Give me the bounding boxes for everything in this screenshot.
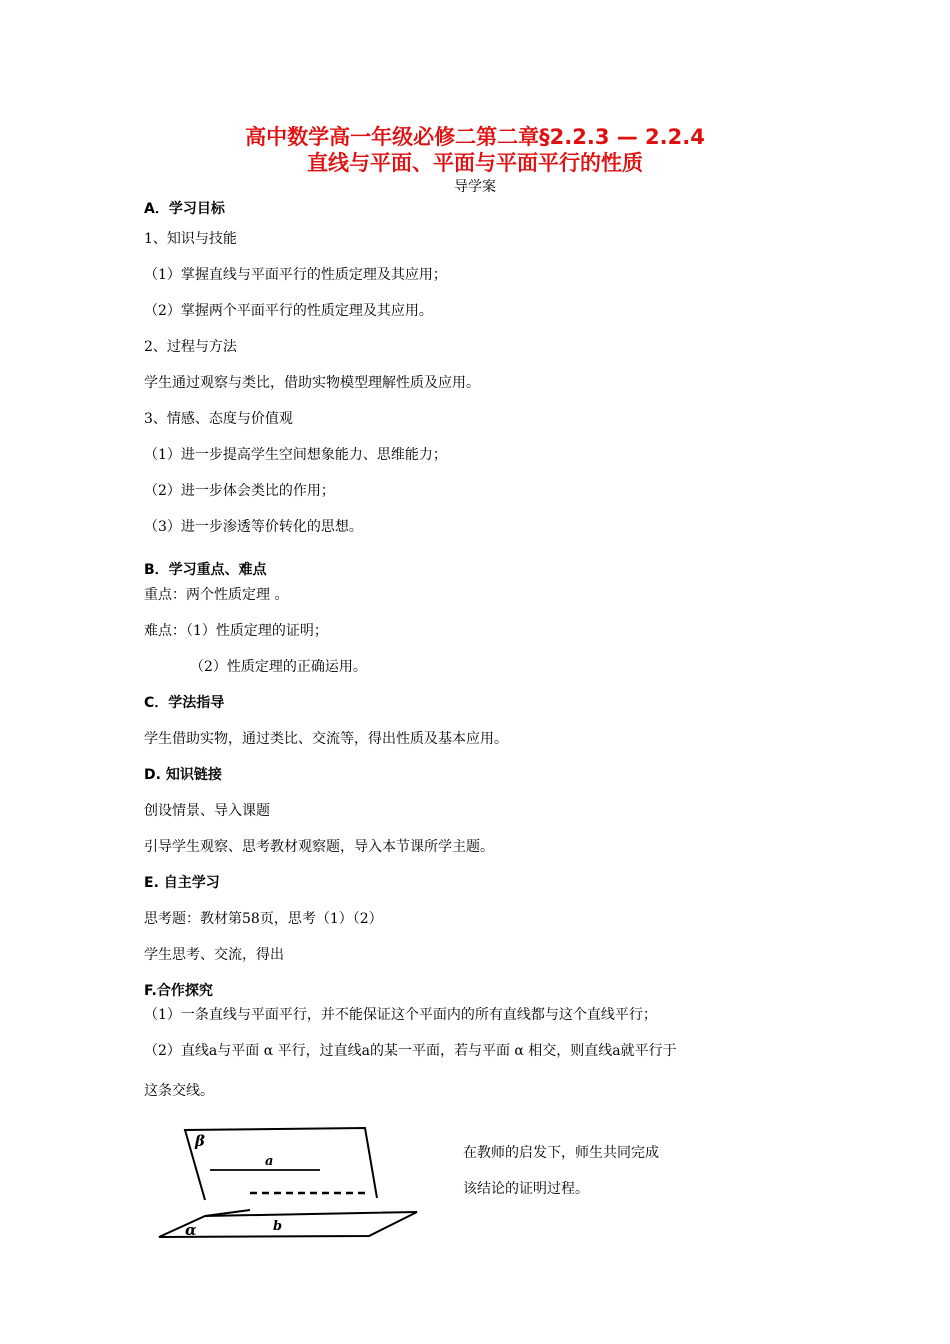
section-a-heading: A．学习目标 xyxy=(144,201,225,217)
doc-title-line2: 直线与平面、平面与平面平行的性质 xyxy=(307,151,643,175)
self-study-text-2: 学生思考、交流，得出 xyxy=(144,947,284,963)
goal-attitude: 3、情感、态度与价值观 xyxy=(144,411,293,427)
label-alpha: α xyxy=(185,1221,197,1239)
link-text-2: 引导学生观察、思考教材观察题，导入本节课所学主题。 xyxy=(144,839,494,855)
doc-title-line1: 高中数学高一年级必修二第二章§2.2.3 — 2.2.4 xyxy=(245,125,705,149)
goal-attitude-2: （2）进一步体会类比的作用； xyxy=(144,483,335,499)
parallel-planes-figure xyxy=(155,1122,425,1242)
section-b-heading: B．学习重点、难点 xyxy=(144,562,267,578)
difficulty-2: （2）性质定理的正确运用。 xyxy=(190,659,367,675)
goal-knowledge-2: （2）掌握两个平面平行的性质定理及其应用。 xyxy=(144,303,433,319)
explore-text-3: 这条交线。 xyxy=(144,1083,214,1099)
link-text-1: 创设情景、导入课题 xyxy=(144,803,270,819)
goal-process: 2、过程与方法 xyxy=(144,339,237,355)
proof-note-2: 该结论的证明过程。 xyxy=(463,1181,589,1197)
plane-alpha-outline xyxy=(159,1212,417,1237)
goal-attitude-3: （3）进一步渗透等价转化的思想。 xyxy=(144,519,363,535)
plane-beta-outline xyxy=(185,1128,377,1200)
label-a: a xyxy=(265,1154,274,1169)
doc-subtitle: 导学案 xyxy=(454,179,496,195)
goal-knowledge: 1、知识与技能 xyxy=(144,231,237,247)
self-study-text-1: 思考题：教材第58页，思考（1）（2） xyxy=(144,911,383,927)
section-e-heading: E. 自主学习 xyxy=(144,875,220,891)
explore-text-1: （1）一条直线与平面平行，并不能保证这个平面内的所有直线都与这个直线平行； xyxy=(144,1007,657,1023)
goal-knowledge-1: （1）掌握直线与平面平行的性质定理及其应用； xyxy=(144,267,447,283)
goal-attitude-1: （1）进一步提高学生空间想象能力、思维能力； xyxy=(144,447,447,463)
section-c-heading: C．学法指导 xyxy=(144,695,225,711)
explore-text-2: （2）直线a与平面 α 平行，过直线a的某一平面，若与平面 α 相交，则直线a就平行于 xyxy=(144,1043,677,1059)
difficulty-1: 难点：（1）性质定理的证明； xyxy=(144,623,328,639)
section-d-heading: D. 知识链接 xyxy=(144,767,222,783)
key-point: 重点：两个性质定理 。 xyxy=(144,587,289,603)
label-beta: β xyxy=(195,1132,205,1150)
method-text: 学生借助实物，通过类比、交流等，得出性质及基本应用。 xyxy=(144,731,508,747)
proof-note-1: 在教师的启发下，师生共同完成 xyxy=(463,1145,659,1161)
section-f-heading: F.合作探究 xyxy=(144,983,213,999)
goal-process-text: 学生通过观察与类比，借助实物模型理解性质及应用。 xyxy=(144,375,480,391)
label-b: b xyxy=(273,1219,283,1234)
